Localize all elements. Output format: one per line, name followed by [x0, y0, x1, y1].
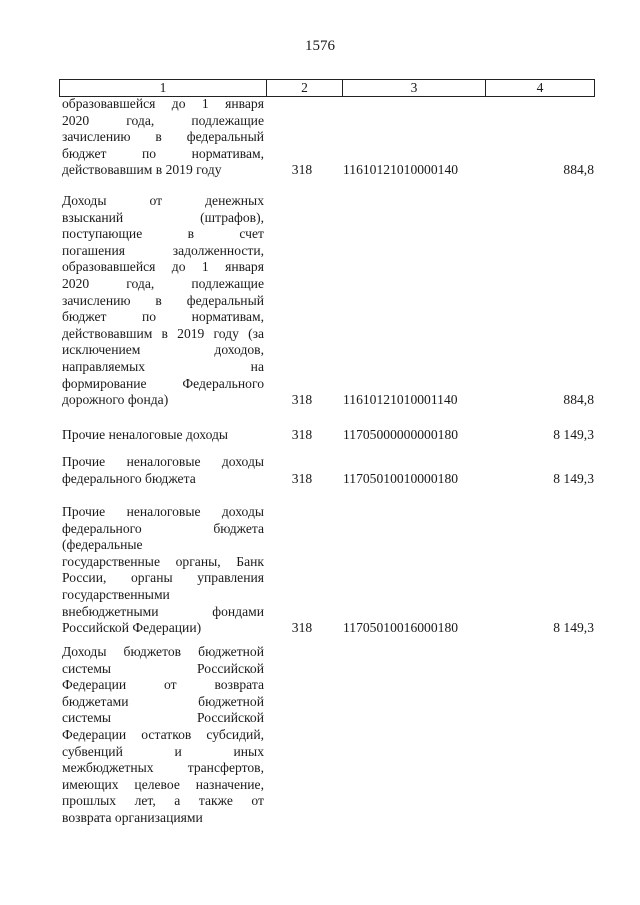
description-line: зачислению в федеральный	[62, 129, 264, 145]
agency-code: 318	[291, 162, 313, 178]
description-line: действовавшим в 2019 году	[62, 162, 222, 178]
description-line: внебюджетными фондами	[62, 603, 264, 619]
description-line: образовавшейся до 1 января	[62, 259, 264, 275]
agency-code: 318	[291, 470, 313, 486]
amount: 8 149,3	[553, 427, 594, 442]
description-line: России, органы управления	[62, 570, 264, 586]
description-line: межбюджетных трансфертов,	[62, 760, 264, 776]
page-number: 1576	[305, 38, 335, 54]
row-description	[62, 644, 264, 827]
description-line: государственные органы, Банк	[62, 553, 264, 569]
description-line: Прочие неналоговые доходы	[62, 454, 264, 469]
description-line: Федерации от возврата	[62, 677, 264, 693]
agency-code: 318	[291, 620, 313, 636]
description-line: исключением доходов,	[62, 342, 264, 358]
description-line: Российской Федерации)	[62, 620, 202, 636]
description-line: Доходы от денежных	[62, 193, 264, 208]
amount: 8 149,3	[553, 620, 594, 636]
description-line: федерального бюджета	[62, 520, 264, 536]
column-header-1: 1	[60, 80, 267, 97]
row-description	[62, 427, 264, 444]
budget-classification-code: 11705010016000180	[343, 620, 459, 636]
row-description	[62, 96, 264, 179]
description-line: федерального бюджета	[62, 470, 196, 486]
description-line: Доходы бюджетов бюджетной	[62, 644, 264, 659]
description-line: Прочие неналоговые доходы	[62, 427, 229, 442]
description-line: направляемых на	[62, 358, 264, 374]
description-line: (федеральные	[62, 537, 143, 553]
description-line: системы Российской	[62, 710, 264, 726]
description-line: 2020 года, подлежащие	[62, 112, 264, 128]
column-header-table	[59, 79, 595, 97]
agency-code: 318	[291, 427, 313, 442]
description-line: бюджетами бюджетной	[62, 693, 264, 709]
description-line: Прочие неналоговые доходы	[62, 504, 264, 519]
description-line: 2020 года, подлежащие	[62, 275, 264, 291]
amount: 884,8	[563, 162, 594, 178]
description-line: взысканий (штрафов),	[62, 209, 264, 225]
budget-classification-code: 11610121010001140	[343, 392, 458, 408]
description-line: бюджет по нормативам,	[62, 309, 264, 325]
column-header-row	[60, 80, 595, 97]
amount: 884,8	[563, 392, 594, 408]
description-line: возврата организациями	[62, 809, 203, 825]
description-line: имеющих целевое назначение,	[62, 776, 264, 792]
description-line: бюджет по нормативам,	[62, 145, 264, 161]
budget-classification-code: 11705010010000180	[343, 470, 459, 486]
description-line: прошлых лет, а также от	[62, 793, 264, 809]
description-line: формирование Федерального	[62, 375, 264, 391]
column-header-4: 4	[486, 80, 595, 97]
description-line: государственными	[62, 586, 170, 602]
amount: 8 149,3	[553, 470, 594, 486]
description-line: системы Российской	[62, 660, 264, 676]
budget-classification-code: 11610121010000140	[343, 162, 459, 178]
column-header-3: 3	[343, 80, 486, 97]
description-line: образовавшейся до 1 января	[62, 96, 264, 111]
description-line: зачислению в федеральный	[62, 292, 264, 308]
description-line: субвенций и иных	[62, 743, 264, 759]
row-description	[62, 454, 264, 487]
column-header-2: 2	[267, 80, 343, 97]
description-line: действовавшим в 2019 году (за	[62, 325, 264, 341]
row-description	[62, 504, 264, 637]
agency-code: 318	[291, 392, 313, 408]
budget-classification-code: 11705000000000180	[343, 427, 459, 442]
description-line: дорожного фонда)	[62, 392, 169, 408]
description-line: погашения задолженности,	[62, 242, 264, 258]
description-line: поступающие в счет	[62, 226, 264, 242]
description-line: Федерации остатков субсидий,	[62, 726, 264, 742]
row-description	[62, 193, 264, 409]
